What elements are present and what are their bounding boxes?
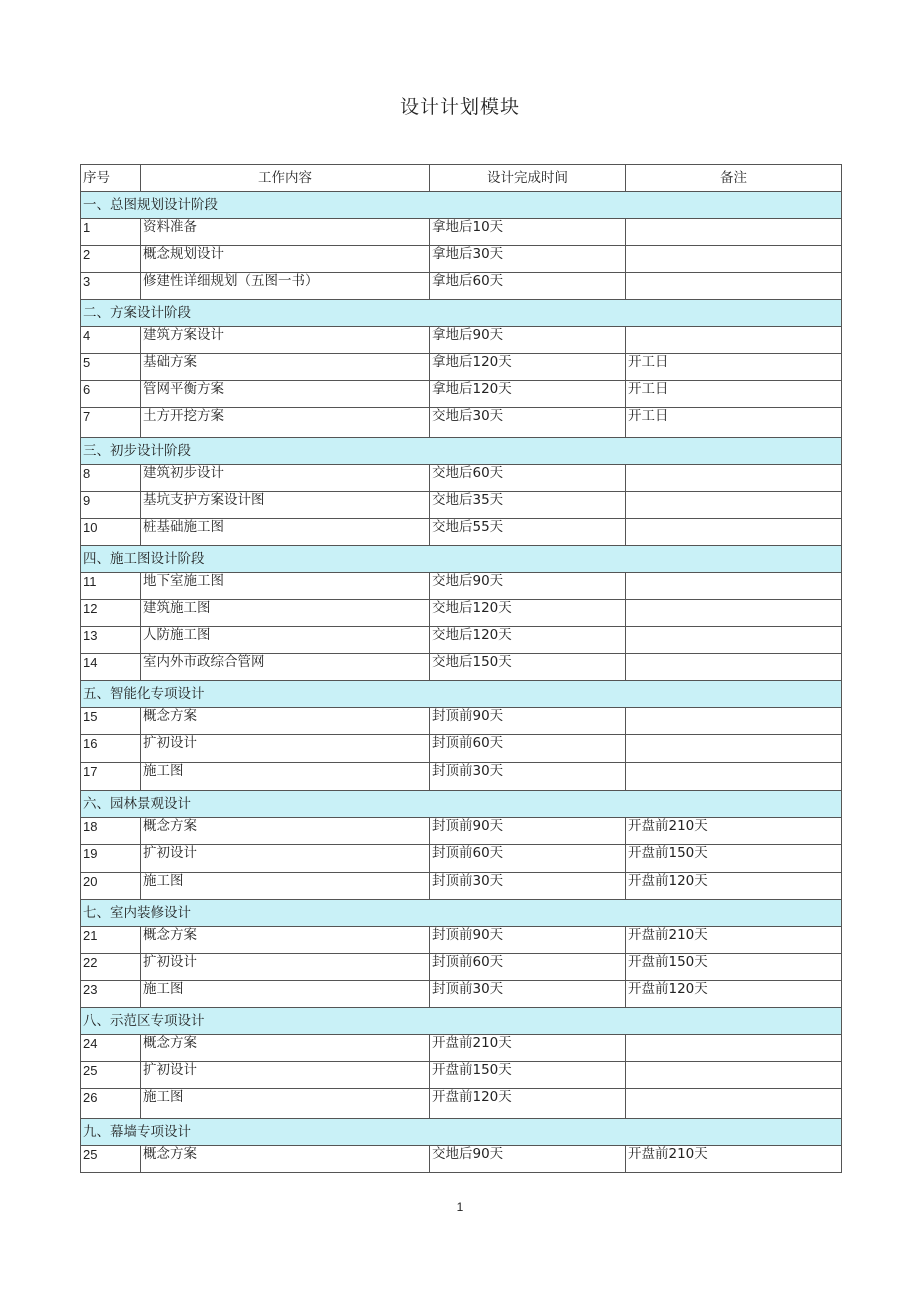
- cell-work: 概念方案: [141, 818, 430, 845]
- cell-no: 1: [81, 219, 141, 246]
- cell-note: [626, 327, 842, 354]
- table-row: [81, 219, 842, 246]
- cell-work: 修建性详细规划（五图一书）: [141, 273, 430, 300]
- cell-time: 封顶前60天: [430, 845, 626, 873]
- table-row: [81, 1035, 842, 1062]
- cell-no: 4: [81, 327, 141, 354]
- header-work: 工作内容: [141, 165, 430, 192]
- cell-time: 拿地后90天: [430, 327, 626, 354]
- cell-time: 拿地后30天: [430, 246, 626, 273]
- cell-no: 14: [81, 654, 141, 681]
- cell-time: 交地后35天: [430, 492, 626, 519]
- header-time: 设计完成时间: [430, 165, 626, 192]
- table-row: [81, 465, 842, 492]
- cell-no: 6: [81, 381, 141, 408]
- cell-time: 拿地后10天: [430, 219, 626, 246]
- cell-no: 15: [81, 708, 141, 735]
- section-row: [81, 681, 842, 708]
- cell-no: 25: [81, 1146, 141, 1173]
- section-title: 八、示范区专项设计: [81, 1008, 842, 1035]
- section-row: [81, 900, 842, 927]
- table-row: [81, 627, 842, 654]
- table-row: [81, 492, 842, 519]
- table-row: [81, 408, 842, 438]
- cell-time: 封顶前90天: [430, 818, 626, 845]
- table-row: [81, 818, 842, 845]
- cell-note: 开工日: [626, 381, 842, 408]
- cell-work: 施工图: [141, 981, 430, 1008]
- section-row: [81, 1008, 842, 1035]
- cell-time: 交地后30天: [430, 408, 626, 438]
- cell-work: 资料准备: [141, 219, 430, 246]
- section-title: 五、智能化专项设计: [81, 681, 842, 708]
- cell-work: 扩初设计: [141, 954, 430, 981]
- cell-no: 22: [81, 954, 141, 981]
- cell-note: 开盘前120天: [626, 873, 842, 900]
- cell-no: 23: [81, 981, 141, 1008]
- cell-no: 16: [81, 735, 141, 763]
- cell-note: [626, 519, 842, 546]
- cell-time: 交地后150天: [430, 654, 626, 681]
- cell-note: [626, 763, 842, 791]
- cell-work: 施工图: [141, 1089, 430, 1119]
- cell-no: 20: [81, 873, 141, 900]
- cell-time: 拿地后120天: [430, 354, 626, 381]
- cell-time: 封顶前60天: [430, 735, 626, 763]
- cell-time: 开盘前150天: [430, 1062, 626, 1089]
- section-title: 六、园林景观设计: [81, 791, 842, 818]
- table-row: [81, 354, 842, 381]
- table-row: [81, 873, 842, 900]
- cell-note: [626, 627, 842, 654]
- cell-work: 基坑支护方案设计图: [141, 492, 430, 519]
- section-title: 一、总图规划设计阶段: [81, 192, 842, 219]
- cell-note: [626, 654, 842, 681]
- cell-work: 扩初设计: [141, 735, 430, 763]
- cell-no: 11: [81, 573, 141, 600]
- table-row: [81, 273, 842, 300]
- cell-note: 开盘前210天: [626, 927, 842, 954]
- cell-no: 5: [81, 354, 141, 381]
- cell-note: [626, 600, 842, 627]
- cell-time: 拿地后120天: [430, 381, 626, 408]
- table-row: [81, 573, 842, 600]
- cell-work: 概念规划设计: [141, 246, 430, 273]
- page-title: 设计计划模块: [399, 96, 520, 118]
- cell-no: 7: [81, 408, 141, 438]
- table-row: [81, 927, 842, 954]
- cell-note: [626, 273, 842, 300]
- section-row: [81, 300, 842, 327]
- design-plan-table: [80, 164, 842, 1173]
- section-row: [81, 546, 842, 573]
- cell-work: 人防施工图: [141, 627, 430, 654]
- cell-no: 26: [81, 1089, 141, 1119]
- cell-time: 交地后60天: [430, 465, 626, 492]
- cell-note: [626, 246, 842, 273]
- cell-work: 概念方案: [141, 708, 430, 735]
- cell-work: 地下室施工图: [141, 573, 430, 600]
- table-row: [81, 763, 842, 791]
- cell-note: [626, 735, 842, 763]
- cell-no: 21: [81, 927, 141, 954]
- cell-note: [626, 219, 842, 246]
- cell-work: 土方开挖方案: [141, 408, 430, 438]
- table-row: [81, 845, 842, 873]
- section-title: 四、施工图设计阶段: [81, 546, 842, 573]
- cell-note: 开盘前210天: [626, 818, 842, 845]
- header-row: [81, 165, 842, 192]
- cell-note: [626, 465, 842, 492]
- table-row: [81, 981, 842, 1008]
- cell-time: 封顶前90天: [430, 927, 626, 954]
- header-no: 序号: [81, 165, 141, 192]
- cell-no: 17: [81, 763, 141, 791]
- cell-no: 12: [81, 600, 141, 627]
- cell-no: 10: [81, 519, 141, 546]
- cell-work: 扩初设计: [141, 845, 430, 873]
- table-row: [81, 327, 842, 354]
- cell-note: 开盘前150天: [626, 845, 842, 873]
- table-row: [81, 519, 842, 546]
- cell-work: 建筑初步设计: [141, 465, 430, 492]
- cell-no: 19: [81, 845, 141, 873]
- cell-no: 8: [81, 465, 141, 492]
- cell-no: 9: [81, 492, 141, 519]
- cell-note: 开盘前210天: [626, 1146, 842, 1173]
- table-row: [81, 1062, 842, 1089]
- cell-work: 基础方案: [141, 354, 430, 381]
- cell-no: 24: [81, 1035, 141, 1062]
- section-row: [81, 192, 842, 219]
- cell-time: 交地后55天: [430, 519, 626, 546]
- cell-no: 25: [81, 1062, 141, 1089]
- cell-no: 13: [81, 627, 141, 654]
- cell-time: 拿地后60天: [430, 273, 626, 300]
- section-row: [81, 438, 842, 465]
- cell-time: 封顶前60天: [430, 954, 626, 981]
- cell-note: [626, 573, 842, 600]
- cell-work: 建筑施工图: [141, 600, 430, 627]
- cell-note: [626, 492, 842, 519]
- table-row: [81, 1146, 842, 1173]
- table-row: [81, 600, 842, 627]
- cell-work: 施工图: [141, 763, 430, 791]
- cell-time: 封顶前30天: [430, 981, 626, 1008]
- table-row: [81, 1089, 842, 1119]
- section-row: [81, 1119, 842, 1146]
- page-number: 1: [456, 1200, 464, 1214]
- cell-time: 交地后120天: [430, 600, 626, 627]
- cell-no: 2: [81, 246, 141, 273]
- cell-work: 室内外市政综合管网: [141, 654, 430, 681]
- table-row: [81, 381, 842, 408]
- header-note: 备注: [626, 165, 842, 192]
- cell-no: 18: [81, 818, 141, 845]
- table-row: [81, 246, 842, 273]
- cell-note: 开盘前150天: [626, 954, 842, 981]
- cell-note: 开工日: [626, 408, 842, 438]
- cell-time: 封顶前30天: [430, 873, 626, 900]
- cell-note: [626, 708, 842, 735]
- section-row: [81, 791, 842, 818]
- cell-time: 交地后90天: [430, 573, 626, 600]
- cell-work: 扩初设计: [141, 1062, 430, 1089]
- table-row: [81, 708, 842, 735]
- cell-work: 概念方案: [141, 927, 430, 954]
- cell-work: 概念方案: [141, 1146, 430, 1173]
- cell-time: 封顶前90天: [430, 708, 626, 735]
- cell-note: 开盘前120天: [626, 981, 842, 1008]
- table-row: [81, 954, 842, 981]
- section-title: 三、初步设计阶段: [81, 438, 842, 465]
- cell-time: 交地后90天: [430, 1146, 626, 1173]
- cell-work: 管网平衡方案: [141, 381, 430, 408]
- cell-time: 开盘前210天: [430, 1035, 626, 1062]
- cell-work: 建筑方案设计: [141, 327, 430, 354]
- table-row: [81, 654, 842, 681]
- cell-no: 3: [81, 273, 141, 300]
- cell-note: [626, 1089, 842, 1119]
- table-row: [81, 735, 842, 763]
- cell-work: 桩基础施工图: [141, 519, 430, 546]
- cell-work: 概念方案: [141, 1035, 430, 1062]
- cell-note: [626, 1062, 842, 1089]
- cell-work: 施工图: [141, 873, 430, 900]
- cell-note: [626, 1035, 842, 1062]
- section-title: 七、室内装修设计: [81, 900, 842, 927]
- section-title: 二、方案设计阶段: [81, 300, 842, 327]
- cell-note: 开工日: [626, 354, 842, 381]
- section-title: 九、幕墙专项设计: [81, 1119, 842, 1146]
- cell-time: 开盘前120天: [430, 1089, 626, 1119]
- cell-time: 交地后120天: [430, 627, 626, 654]
- cell-time: 封顶前30天: [430, 763, 626, 791]
